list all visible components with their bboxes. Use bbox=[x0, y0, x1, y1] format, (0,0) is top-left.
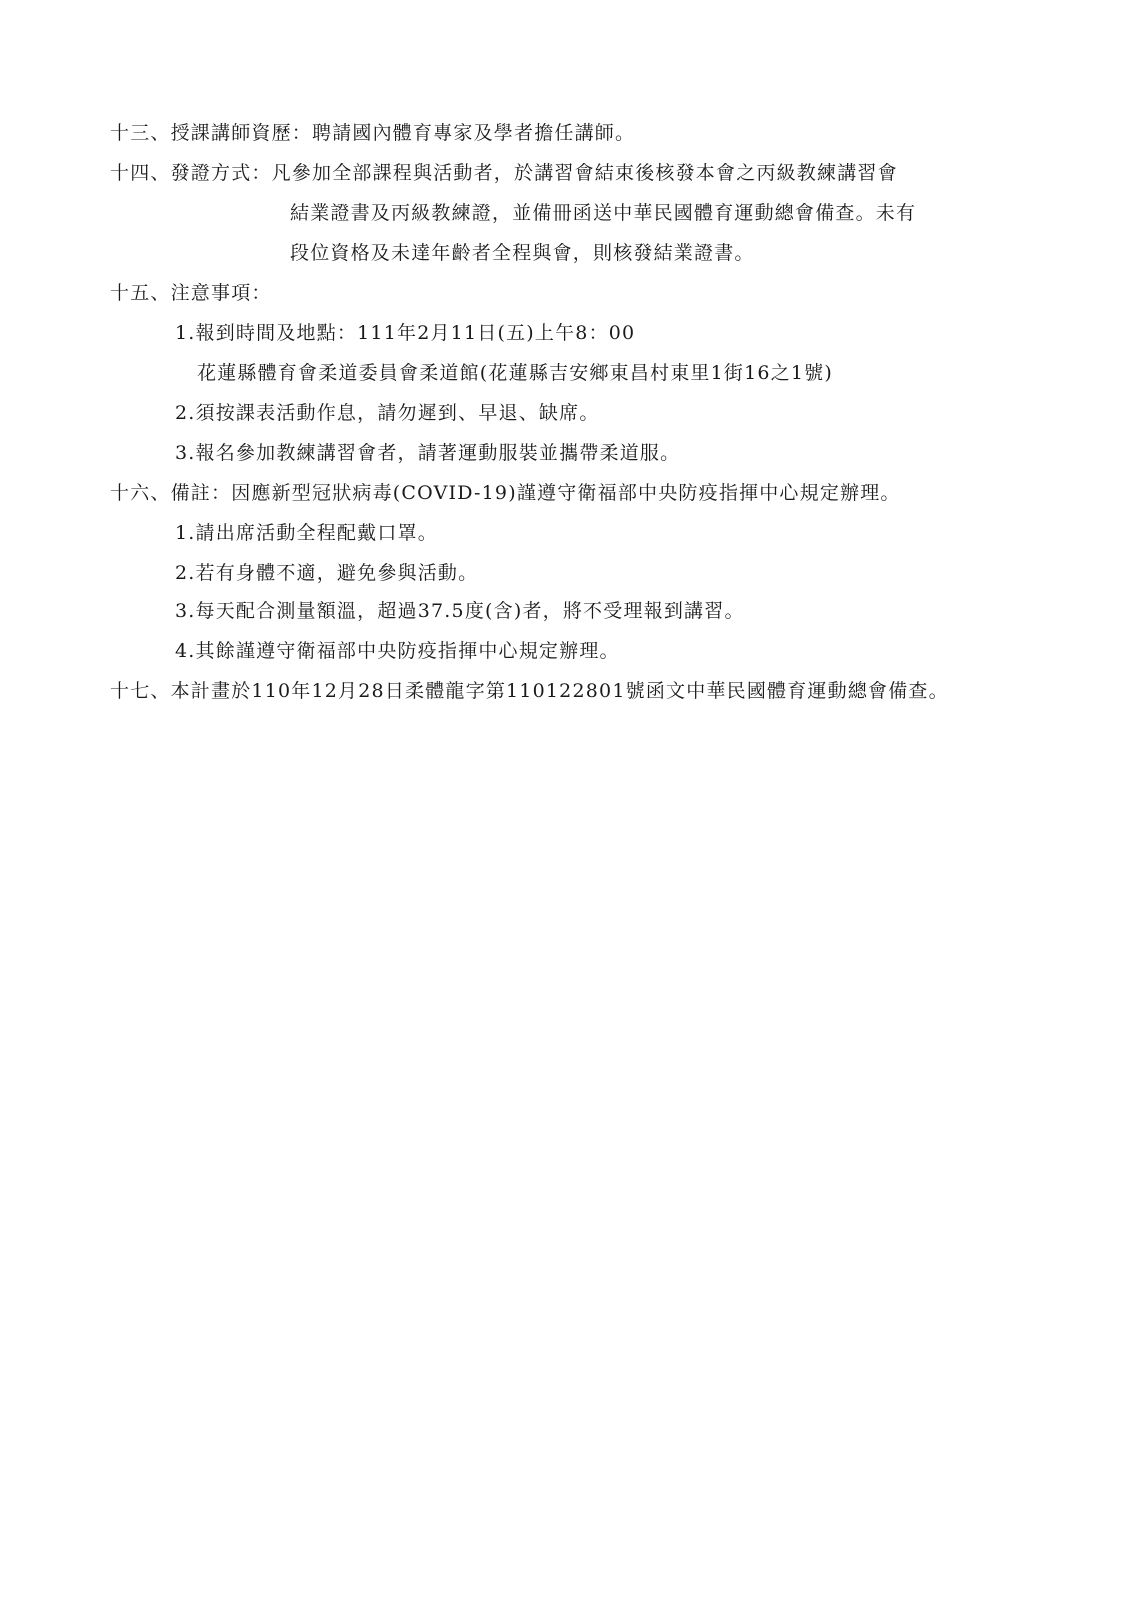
section-14-certificate-line3: 段位資格及未達年齡者全程與會，則核發結業證書。 bbox=[290, 242, 755, 264]
section-17-filing: 十七、本計畫於110年12月28日柔體龍字第110122801號函文中華民國體育運動總會備查。 bbox=[110, 680, 949, 702]
section-13-qualification: 十三、授課講師資歷：聘請國內體育專家及學者擔任講師。 bbox=[110, 122, 636, 144]
section-15-item-2: 2.須按課表活動作息，請勿遲到、早退、缺席。 bbox=[175, 402, 600, 424]
section-16-heading: 十六、備註：因應新型冠狀病毒(COVID-19)謹遵守衛福部中央防疫指揮中心規定辦理。 bbox=[110, 482, 901, 504]
section-16-item-1: 1.請出席活動全程配戴口罩。 bbox=[175, 522, 438, 544]
section-14-certificate-line2: 結業證書及丙級教練證，並備冊函送中華民國體育運動總會備查。未有 bbox=[290, 202, 917, 224]
section-16-item-4: 4.其餘謹遵守衛福部中央防疫指揮中心規定辦理。 bbox=[175, 640, 620, 662]
section-15-item-3: 3.報名參加教練講習會者，請著運動服裝並攜帶柔道服。 bbox=[175, 442, 681, 464]
section-15-heading: 十五、注意事項： bbox=[110, 282, 272, 304]
section-14-certificate-line1: 十四、發證方式：凡參加全部課程與活動者，於講習會結束後核發本會之丙級教練講習會 bbox=[110, 162, 898, 184]
section-16-item-2: 2.若有身體不適，避免參與活動。 bbox=[175, 562, 479, 584]
section-16-item-3: 3.每天配合測量額溫，超過37.5度(含)者，將不受理報到講習。 bbox=[175, 600, 745, 622]
section-15-item-1: 1.報到時間及地點：111年2月11日(五)上午8：00 bbox=[175, 322, 636, 344]
section-15-item-1-address: 花蓮縣體育會柔道委員會柔道館(花蓮縣吉安鄉東昌村東里1街16之1號) bbox=[197, 362, 833, 384]
